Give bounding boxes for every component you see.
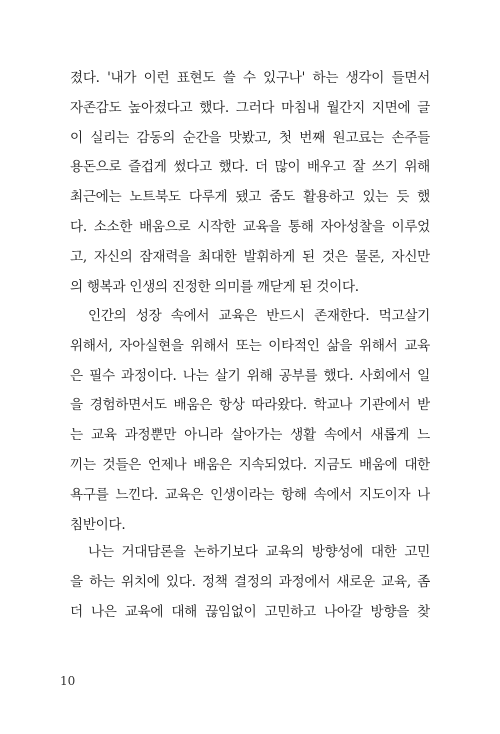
paragraph-2 [70,302,430,540]
text-line: 끼는 것들은 언제나 배움은 지속되었다. 지금도 배움에 대한 [70,456,430,473]
text-line: 고, 자신의 잠재력을 최대한 발휘하게 된 것은 물론, 자신만 [70,248,430,265]
text-line: 의 행복과 인생의 진정한 의미를 깨닫게 된 것이다. [70,278,359,295]
text-line: 인간의 성장 속에서 교육은 반드시 존재한다. 먹고살기 [88,308,430,324]
text-line: 는 교육 과정뿐만 아니라 살아가는 생활 속에서 새롭게 느 [70,427,430,444]
text-line: 이 실리는 감동의 순간을 맛봤고, 첫 번째 원고료는 손주들 [70,129,430,146]
text-line: 졌다. '내가 이런 표현도 쓸 수 있구나' 하는 생각이 들면서 [70,70,430,86]
text-line: 용돈으로 즐겁게 썼다고 했다. 더 많이 배우고 잘 쓰기 위해 [70,159,430,176]
text-line: 위해서, 자아실현을 위해서 또는 이타적인 삶을 위해서 교육 [70,337,430,354]
text-line: 자존감도 높아졌다고 했다. 그러다 마침내 월간지 지면에 글 [70,99,430,116]
text-line: 욕구를 느낀다. 교육은 인생이라는 항해 속에서 지도이자 나 [70,486,430,503]
text-line: 다. 소소한 배움으로 시작한 교육을 통해 자아성찰을 이루었 [70,218,430,235]
text-line: 을 경험하면서도 배움은 항상 따라왔다. 학교나 기관에서 받 [70,397,430,414]
text-line: 침반이다. [70,516,126,533]
page-number: 10 [60,674,76,688]
paragraph-1 [70,64,430,302]
text-line: 나는 거대담론을 논하기보다 교육의 방향성에 대한 고민 [88,544,430,560]
paragraph-3 [70,538,430,627]
text-line: 은 필수 과정이다. 나는 살기 위해 공부를 했다. 사회에서 일 [70,367,430,384]
text-line: 더 나은 교육에 대해 끊임없이 고민하고 나아갈 방향을 찾 [70,603,430,620]
text-line: 을 하는 위치에 있다. 정책 결정의 과정에서 새로운 교육, 좀 [70,573,430,590]
text-line: 최근에는 노트북도 다루게 됐고 줌도 활용하고 있는 듯 했 [70,189,430,206]
